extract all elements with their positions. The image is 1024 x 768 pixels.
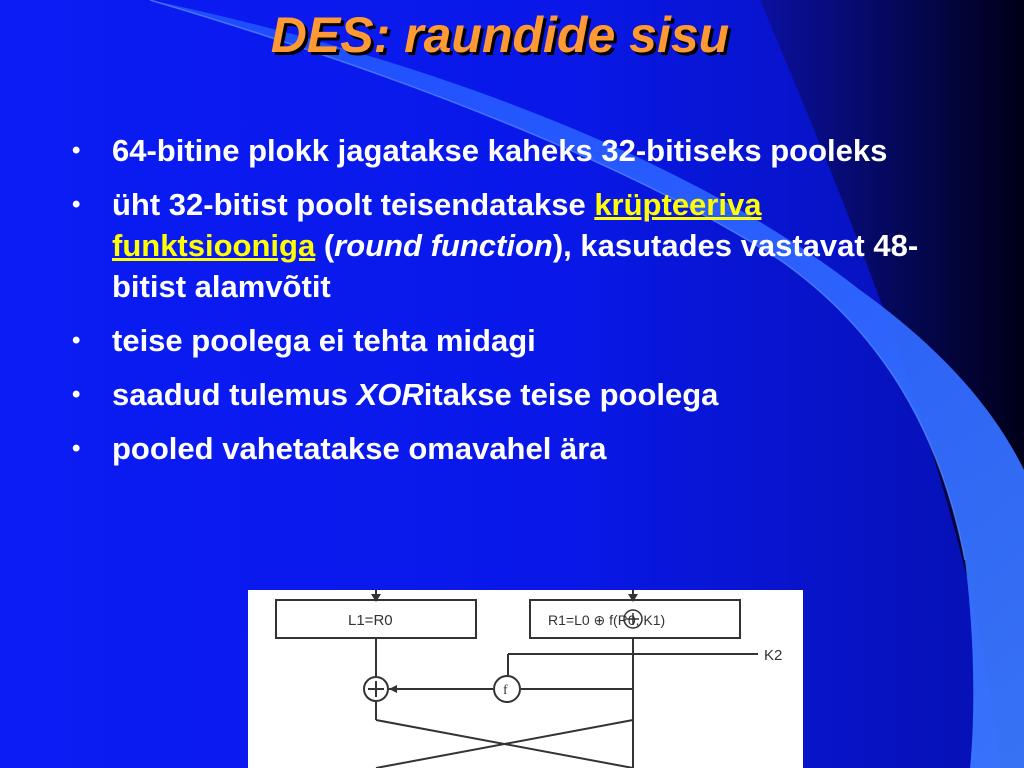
bullet-item: • üht 32-bitist poolt teisendatakse krüpteeriva funktsiooniga (round function), kasutades vastavat 48-bitist alamvõtit <box>64 184 964 307</box>
bullet-list <box>64 130 964 482</box>
bullet-symbol: • <box>72 327 81 354</box>
bullet-symbol: • <box>72 191 81 218</box>
slide-title: DES: raundide sisu <box>270 7 730 63</box>
des-round-diagram <box>248 590 803 768</box>
bullet-symbol: • <box>72 381 81 408</box>
bullet-item: • teise poolega ei tehta midagi <box>64 320 964 361</box>
bullet-symbol: • <box>72 137 81 164</box>
bullet-item: • saadud tulemus XORitakse teise poolega <box>64 374 964 415</box>
bullet-item: • pooled vahetatakse omavahel ära <box>64 428 964 469</box>
term-link[interactable]: krüpteeriva funktsiooniga <box>112 187 762 263</box>
f-label: f <box>503 683 508 698</box>
key-label: K2 <box>764 647 783 664</box>
bullet-item: • 64-bitine plokk jagatakse kaheks 32-bitiseks pooleks <box>64 130 964 171</box>
right-box-label: R1=L0 ⊕ f(R0, K1) <box>548 612 666 628</box>
left-box-label: L1=R0 <box>348 612 393 629</box>
bullet-symbol: • <box>72 435 81 462</box>
